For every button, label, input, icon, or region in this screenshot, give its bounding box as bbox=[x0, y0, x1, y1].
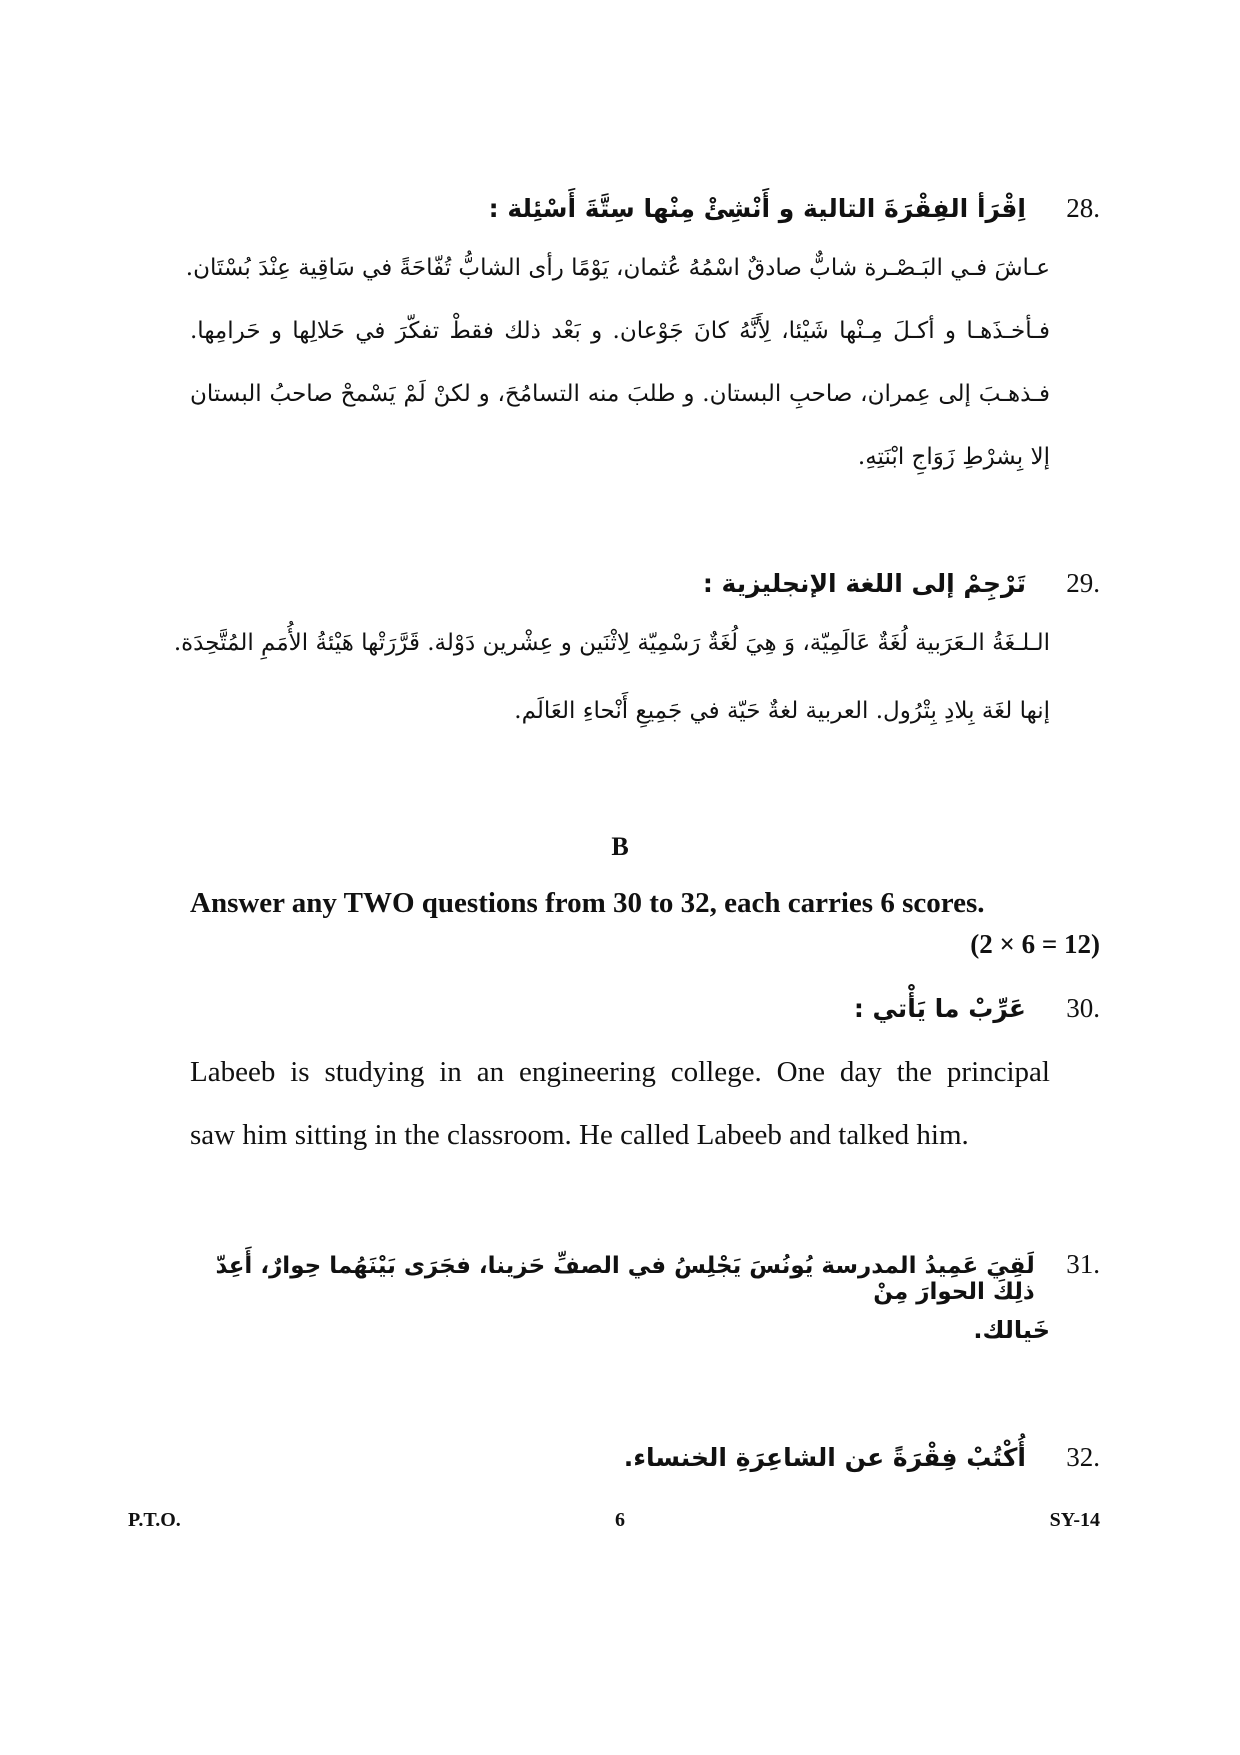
section-b-instruction: Answer any TWO questions from 30 to 32, each carries 6 scores. bbox=[190, 887, 985, 919]
footer-page-number: 6 bbox=[615, 1509, 625, 1531]
question-30-number: 30. bbox=[1066, 993, 1100, 1023]
q29-paragraph-line-2: إنها لغَة بِلادِ بِتْرُول. العربية لغةٌ حَيّة في جَمِيعِ أَنْحاءِ العَالَم. bbox=[514, 698, 1050, 724]
question-31-title: لَقِيَ عَمِيدُ المدرسة يُونُسَ يَجْلِسُ في الصفِّ حَزينا، فجَرَى بَيْنَهُما حِوارٌ، أَعِدّ ذلِكَ الحوارَ مِنْ bbox=[215, 1253, 1035, 1305]
q28-paragraph-line-2: فـأخـذَهـا و أكـلَ مِـنْها شَيْئا، لِأَنَّهُ كانَ جَوْعان. و بَعْد ذلك فقطْ تفكّرَ في حَلالِها و حَرامِها. bbox=[190, 318, 1050, 344]
question-30-heading bbox=[190, 993, 1100, 1024]
footer-pto: P.T.O. bbox=[128, 1509, 181, 1531]
q28-paragraph-line-1: عـاشَ فـي البَـصْـرة شابٌّ صادقٌ اسْمُهُ عُثمان، يَوْمًا رأى الشابُّ تُفّاحَةً في سَاقِية عِنْدَ بُسْتَان. bbox=[185, 255, 1050, 281]
question-32-title: أُكْتُبْ فِقْرَةً عن الشاعِرَةِ الخنساء. bbox=[623, 1443, 1026, 1472]
question-28-heading bbox=[190, 193, 1100, 224]
q30-english-line-2: saw him sitting in the classroom. He called Labeeb and talked him. bbox=[190, 1119, 969, 1151]
question-30-title: عَرِّبْ ما يَأْتي : bbox=[853, 994, 1026, 1023]
question-28-number: 28. bbox=[1066, 193, 1100, 223]
section-b-label: B bbox=[611, 832, 629, 861]
question-31-number: 31. bbox=[1066, 1249, 1100, 1279]
q28-paragraph-line-4: إلا بِشرْطِ زَوَاجِ ابْنَتِهِ. bbox=[857, 444, 1050, 470]
q28-paragraph-line-3: فـذهـبَ إلى عِمران، صاحبِ البستان. و طلبَ منه التسامُحَ، و لكنْ لَمْ يَسْمحْ صاحبُ البستان bbox=[190, 381, 1050, 407]
q29-paragraph-line-1: الـلـغَةُ الـعَرَبية لُغَةٌ عَالَمِيّة، وَ هِيَ لُغَةٌ رَسْمِيّة لِاثْنَين و عِشْرين دَوْلة. قَرَّرَتْها هَيْئةُ الأُمَمِ المُتَّحِدَة. bbox=[173, 630, 1050, 656]
question-28-title: اِقْرَأ الفِقْرَةَ التالية و أَنْشِئْ مِنْها سِتَّةَ أَسْئِلة : bbox=[488, 194, 1026, 223]
question-29-title: تَرْجِمْ إلى اللغة الإنجليزية : bbox=[702, 569, 1026, 598]
question-29-heading bbox=[190, 568, 1100, 599]
footer-paper-code: SY-14 bbox=[1049, 1509, 1100, 1531]
question-32-number: 32. bbox=[1066, 1442, 1100, 1472]
q30-english-line-1: Labeeb is studying in an engineering college. One day the principal bbox=[190, 1056, 1050, 1088]
question-29-number: 29. bbox=[1066, 568, 1100, 598]
question-32-heading bbox=[190, 1442, 1100, 1473]
section-b-scores: (2 × 6 = 12) bbox=[970, 929, 1100, 959]
question-31-heading bbox=[190, 1249, 1100, 1305]
question-31-line-2: خَيالك. bbox=[973, 1316, 1050, 1344]
